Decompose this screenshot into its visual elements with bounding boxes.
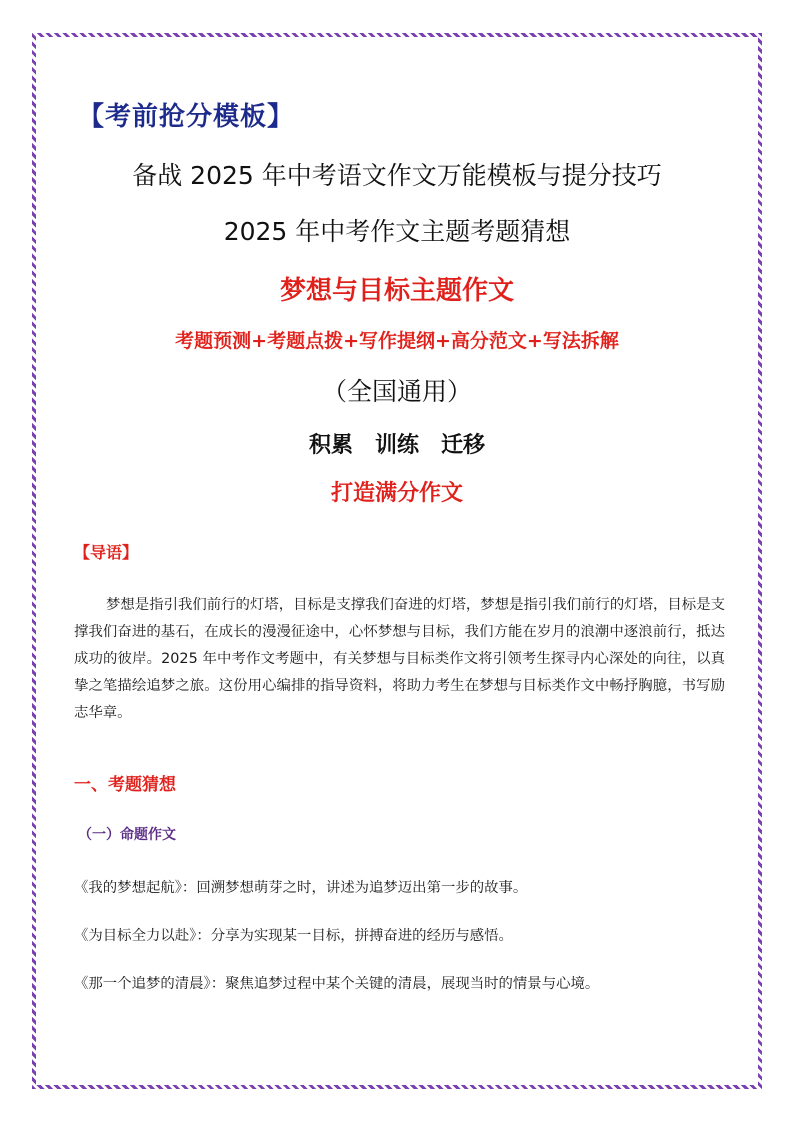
- sections-line: 考题预测+考题点拨+写作提纲+高分范文+写法拆解: [175, 330, 619, 352]
- theme-title: 梦想与目标主题作文: [279, 276, 514, 306]
- slogan: 打造满分作文: [330, 481, 463, 506]
- intro-paragraph: 梦想是指引我们前行的灯塔，目标是支撑我们奋进的灯塔，梦想是指引我们前行的灯塔，目标是支撑我们奋进的基石，在成长的漫漫征途中，心怀梦想与目标，我们方能在岁月的浪潮中逐浪前行，抵达成功的彼岸。2025 年中考作文考题中，有关梦想与目标类作文将引领考生探寻内心深处的向往，以真挚之笔描绘追梦之旅。这份用心编排的指导资料，将助力考生在梦想与目标类作文中畅抒胸臆，书写励志华章。: [74, 597, 725, 721]
- topic-item: 《为目标全力以赴》：分享为实现某一目标，拼搏奋进的经历与感悟。: [74, 928, 513, 944]
- document-subtitle: 2025 年中考作文主题考题猜想: [223, 217, 571, 246]
- topic-item: 《我的梦想起航》：回溯梦想萌芽之时，讲述为追梦迈出第一步的故事。: [74, 880, 528, 896]
- scope-label: （全国通用）: [321, 377, 472, 406]
- template-badge: 【考前抢分模板】: [78, 102, 295, 132]
- intro-heading: 【导语】: [74, 543, 139, 562]
- keywords-line: 积累 训练 迁移: [308, 433, 485, 458]
- subsection-heading: （一）命题作文: [78, 827, 176, 843]
- section-heading: 一、考题猜想: [74, 775, 176, 795]
- topic-item: 《那一个追梦的清晨》：聚焦追梦过程中某个关键的清晨，展现当时的情景与心境。: [74, 976, 600, 992]
- document-title: 备战 2025 年中考语文作文万能模板与提分技巧: [132, 161, 662, 190]
